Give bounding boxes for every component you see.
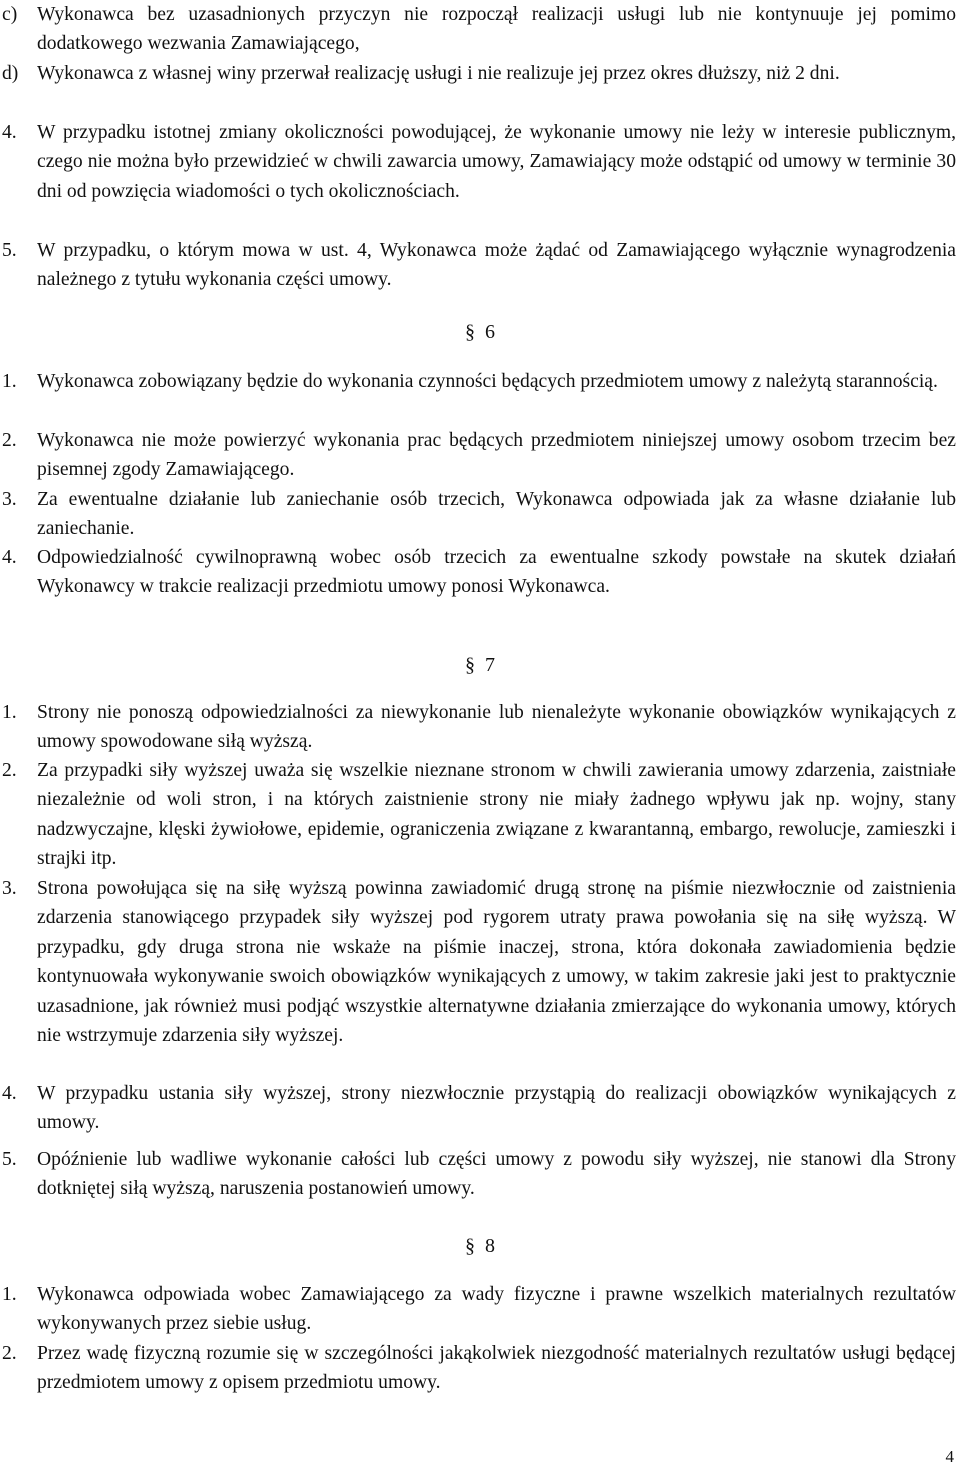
item-number: 4. [2, 122, 17, 143]
item-text: W przypadku, o którym mowa w ust. 4, Wykonawca może żądać od Zamawiającego wyłącznie wynagrodzenia należnego z tytułu wykonania części umowy. [37, 240, 956, 291]
section-heading [0, 651, 960, 679]
list-item [0, 874, 956, 1050]
item-text: Opóźnienie lub wadliwe wykonanie całości lub części umowy z powodu siły wyższej, nie stanowi dla Strony dotkniętej siłą wyższą, naruszenia postanowień umowy. [37, 1149, 956, 1200]
section-number: 7 [485, 654, 495, 676]
section-number: 6 [485, 321, 495, 343]
item-text: W przypadku ustania siły wyższej, strony niezwłocznie przystąpią do realizacji obowiązków wynikających z umowy. [37, 1083, 956, 1134]
item-text: Przez wadę fizyczną rozumie się w szczególności jakąkolwiek niezgodność materialnych rezultatów usługi będącej przedmiotem umowy z opisem przedmiotu umowy. [37, 1343, 956, 1394]
paragraph-symbol: § [465, 321, 475, 343]
item-text: Wykonawca nie może powierzyć wykonania prac będących przedmiotem niniejszej umowy osobom trzecim bez pisemnej zgody Zamawiającego. [37, 430, 956, 481]
list-item [0, 1145, 956, 1204]
list-item [0, 236, 956, 295]
list-item [0, 426, 956, 485]
item-text: Wykonawca odpowiada wobec Zamawiającego za wady fizyczne i prawne wszelkich materialnych rezultatów wykonywanych przez siebie usług. [37, 1284, 956, 1335]
item-number: d) [2, 63, 19, 84]
list-item [0, 118, 956, 206]
item-number: 1. [2, 702, 17, 723]
item-number: 2. [2, 760, 17, 781]
item-number: 4. [2, 547, 17, 568]
list-item [0, 1339, 956, 1398]
item-number: 5. [2, 1149, 17, 1170]
item-text: Strony nie ponoszą odpowiedzialności za niewykonanie lub nienależyte wykonanie obowiązków wynikających z umowy spowodowane siłą wyższą. [37, 702, 956, 753]
item-number: 3. [2, 489, 17, 510]
item-text: Za przypadki siły wyższej uważa się wszelkie nieznane stronom w chwili zawierania umowy zdarzenia, zaistniałe niezależnie od woli stron, i na których zaistnienie strony nie miały żadnego wpływu jak np. wojny, stany nadzwyczajne, klęski żywiołowe, epidemie, ograniczenia związane z kwarantanną, embargo, rewolucje, zamieszki i strajki itp. [37, 760, 956, 870]
section-heading [0, 318, 960, 346]
page-number: 4 [945, 1447, 954, 1466]
section-heading [0, 1232, 960, 1260]
list-item [0, 756, 956, 874]
item-number: 5. [2, 240, 17, 261]
item-number: 1. [2, 1284, 17, 1305]
list-item [0, 367, 956, 396]
item-text: Wykonawca bez uzasadnionych przyczyn nie rozpoczął realizacji usługi lub nie kontynuuje jej pomimo dodatkowego wezwania Zamawiającego, [37, 4, 956, 55]
item-number: 2. [2, 430, 17, 451]
list-item [0, 59, 956, 88]
list-item [0, 1280, 956, 1339]
item-text: Wykonawca z własnej winy przerwał realizację usługi i nie realizuje jej przez okres dłuższy, niż 2 dni. [37, 63, 840, 84]
item-text: Strona powołująca się na siłę wyższą powinna zawiadomić drugą stronę na piśmie niezwłocznie od zaistnienia zdarzenia stanowiącego przypadek siły wyższej pod rygorem utraty prawa powołania się na siłę wyższą. W przypadku, gdy druga strona nie wskaże na piśmie inaczej, strona, która dokonała zawiadomienia będzie kontynuowała wykonywanie swoich obowiązków wynikających z umowy, w takim zakresie jaki jest to praktycznie uzasadnione, jak również musi podjąć wszystkie alternatywne działania zmierzające do wykonania umowy, których nie wstrzymuje zdarzenia siły wyższej. [37, 878, 956, 1047]
item-number: 3. [2, 878, 17, 899]
item-number: 4. [2, 1083, 17, 1104]
item-text: W przypadku istotnej zmiany okoliczności powodującej, że wykonanie umowy nie leży w interesie publicznym, czego nie można było przewidzieć w chwili zawarcia umowy, Zamawiający może odstąpić od umowy w terminie 30 dni od powzięcia wiadomości o tych okolicznościach. [37, 122, 956, 202]
item-number: 2. [2, 1343, 17, 1364]
item-text: Za ewentualne działanie lub zaniechanie osób trzecich, Wykonawca odpowiada jak za własne działanie lub zaniechanie. [37, 489, 956, 540]
item-number: c) [2, 4, 18, 25]
paragraph-symbol: § [465, 1235, 475, 1257]
paragraph-symbol: § [465, 654, 475, 676]
list-item [0, 698, 956, 757]
item-text: Wykonawca zobowiązany będzie do wykonania czynności będących przedmiotem umowy z należytą starannością. [37, 371, 938, 392]
list-item [0, 0, 956, 59]
list-item [0, 1079, 956, 1138]
list-item [0, 543, 956, 602]
item-number: 1. [2, 371, 17, 392]
item-text: Odpowiedzialność cywilnoprawną wobec osób trzecich za ewentualne szkody powstałe na skutek działań Wykonawcy w trakcie realizacji przedmiotu umowy ponosi Wykonawca. [37, 547, 956, 598]
section-number: 8 [485, 1235, 495, 1257]
list-item [0, 485, 956, 544]
